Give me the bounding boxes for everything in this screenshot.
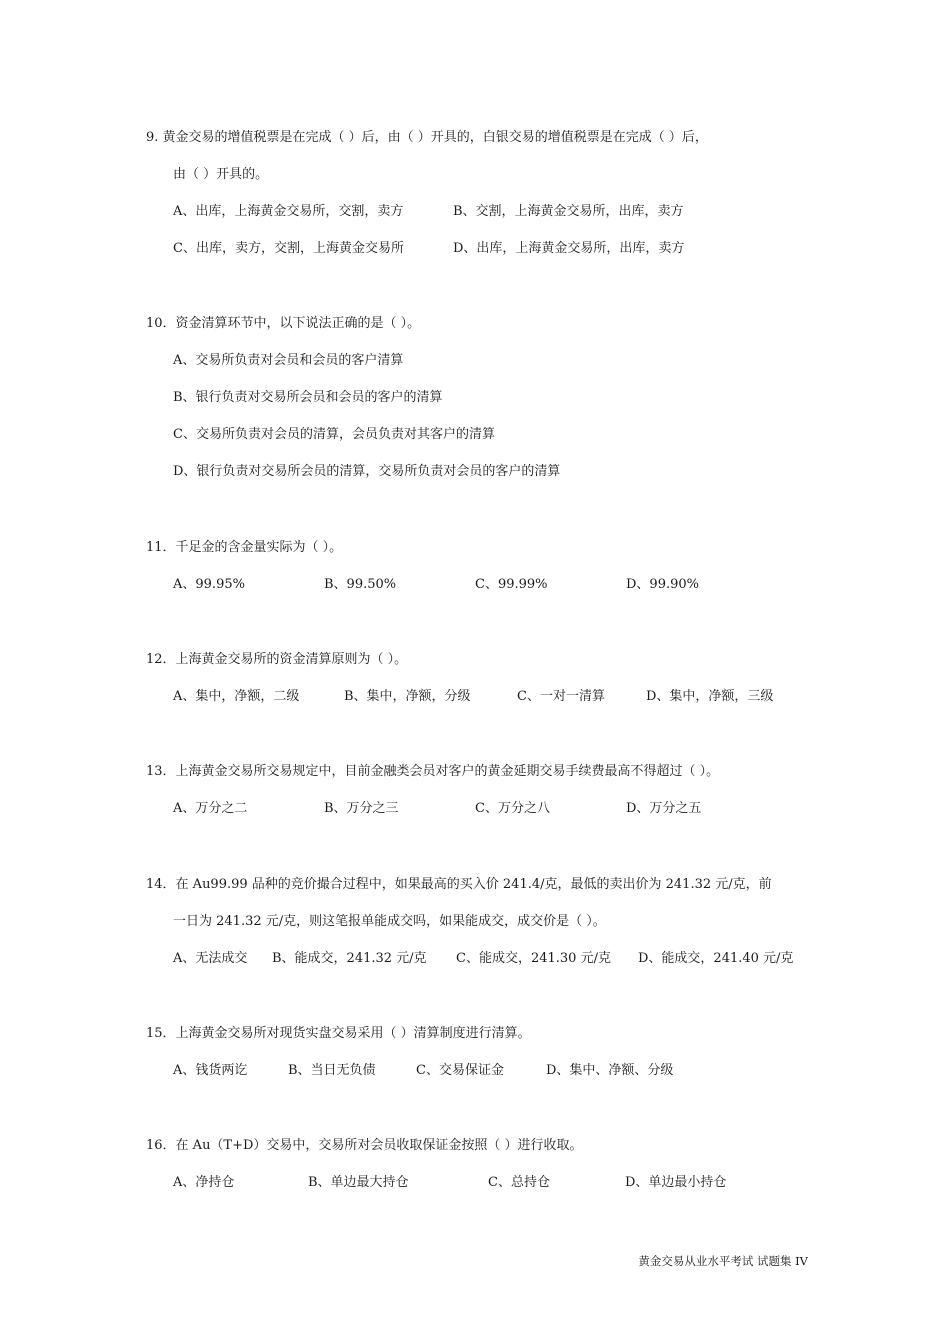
question-9 bbox=[146, 128, 826, 276]
question-13-option-c: C、万分之八 bbox=[475, 801, 550, 816]
question-13-options-row bbox=[146, 799, 826, 836]
question-10-option-c: C、交易所负责对会员的清算，会员负责对其客户的清算 bbox=[173, 427, 495, 442]
question-10 bbox=[146, 314, 826, 499]
question-13-option-a: A、万分之二 bbox=[173, 801, 248, 816]
question-10-option-d: D、银行负责对交易所会员的清算，交易所负责对会员的客户的清算 bbox=[173, 464, 561, 479]
question-10-option-b: B、银行负责对交易所会员和会员的客户的清算 bbox=[173, 390, 443, 405]
question-14-options-row bbox=[146, 949, 826, 986]
question-9-stem: 9. 黄金交易的增值税票是在完成（ ）后，由（ ）开具的，白银交易的增值税票是在完成（ ）后， bbox=[146, 130, 708, 145]
question-9-options-row-2 bbox=[146, 239, 826, 276]
question-11-option-a: A、99.95% bbox=[173, 577, 245, 592]
question-14-option-b: B、能成交，241.32 元/克 bbox=[272, 951, 427, 966]
question-16-option-b: B、单边最大持仓 bbox=[308, 1175, 409, 1190]
question-11-options-row bbox=[146, 575, 826, 612]
question-9-option-a: A、出库，上海黄金交易所，交割，卖方 bbox=[173, 204, 404, 219]
question-13-option-b: B、万分之三 bbox=[324, 801, 399, 816]
page-footer: 黄金交易从业水平考试 试题集 IV bbox=[638, 1254, 808, 1268]
question-14-option-d: D、能成交，241.40 元/克 bbox=[638, 951, 794, 966]
question-13-option-d: D、万分之五 bbox=[626, 801, 702, 816]
question-15-option-c: C、交易保证金 bbox=[416, 1063, 504, 1078]
question-12-option-a: A、集中，净额，二级 bbox=[173, 689, 300, 704]
question-14 bbox=[146, 875, 826, 986]
question-14-option-a: A、无法成交 bbox=[173, 951, 248, 966]
question-15-option-b: B、当日无负债 bbox=[288, 1063, 376, 1078]
question-11 bbox=[146, 538, 826, 612]
question-12-option-d: D、集中，净额，三级 bbox=[646, 689, 774, 704]
question-16-option-d: D、单边最小持仓 bbox=[625, 1175, 727, 1190]
question-12-stem: 12．上海黄金交易所的资金清算原则为（ ）。 bbox=[146, 652, 408, 667]
question-12-option-c: C、一对一清算 bbox=[517, 689, 605, 704]
question-9-stem-cont: 由（ ）开具的。 bbox=[173, 167, 269, 182]
question-12 bbox=[146, 650, 826, 724]
question-15-option-a: A、钱货两讫 bbox=[173, 1063, 248, 1078]
question-14-stem: 14．在 Au99.99 品种的竞价撮合过程中，如果最高的买入价 241.4/克，最低的卖出价为 241.32 元/克，前 bbox=[146, 877, 772, 892]
question-9-option-d: D、出库，上海黄金交易所，出库，卖方 bbox=[453, 241, 685, 256]
question-10-stem: 10．资金清算环节中，以下说法正确的是（ ）。 bbox=[146, 316, 421, 331]
question-15 bbox=[146, 1024, 826, 1098]
question-16-stem: 16．在 Au（T+D）交易中，交易所对会员收取保证金按照（ ）进行收取。 bbox=[146, 1138, 583, 1153]
question-11-option-d: D、99.90% bbox=[626, 577, 699, 592]
question-10-option-a: A、交易所负责对会员和会员的客户清算 bbox=[173, 353, 404, 368]
question-12-options-row bbox=[146, 687, 826, 724]
question-14-option-c: C、能成交，241.30 元/克 bbox=[456, 951, 611, 966]
question-12-option-b: B、集中，净额，分级 bbox=[344, 689, 471, 704]
question-11-stem: 11．千足金的含金量实际为（ ）。 bbox=[146, 540, 343, 555]
question-15-stem: 15．上海黄金交易所对现货实盘交易采用（ ）清算制度进行清算。 bbox=[146, 1026, 531, 1041]
question-14-stem-cont: 一日为 241.32 元/克，则这笔报单能成交吗，如果能成交，成交价是（ ）。 bbox=[173, 914, 606, 929]
question-9-option-b: B、交割，上海黄金交易所，出库，卖方 bbox=[453, 204, 684, 219]
question-15-options-row bbox=[146, 1061, 826, 1098]
question-11-option-b: B、99.50% bbox=[324, 577, 397, 592]
question-9-options-row-1 bbox=[146, 202, 826, 239]
question-11-option-c: C、99.99% bbox=[475, 577, 548, 592]
question-15-option-d: D、集中、净额、分级 bbox=[546, 1063, 674, 1078]
question-13 bbox=[146, 762, 826, 836]
question-16-option-c: C、总持仓 bbox=[488, 1175, 550, 1190]
question-9-option-c: C、出库，卖方，交割，上海黄金交易所 bbox=[173, 241, 404, 256]
question-13-stem: 13．上海黄金交易所交易规定中，目前金融类会员对客户的黄金延期交易手续费最高不得超过（ ）。 bbox=[146, 764, 720, 779]
question-16 bbox=[146, 1136, 826, 1210]
question-16-option-a: A、净持仓 bbox=[173, 1175, 235, 1190]
question-16-options-row bbox=[146, 1173, 826, 1210]
